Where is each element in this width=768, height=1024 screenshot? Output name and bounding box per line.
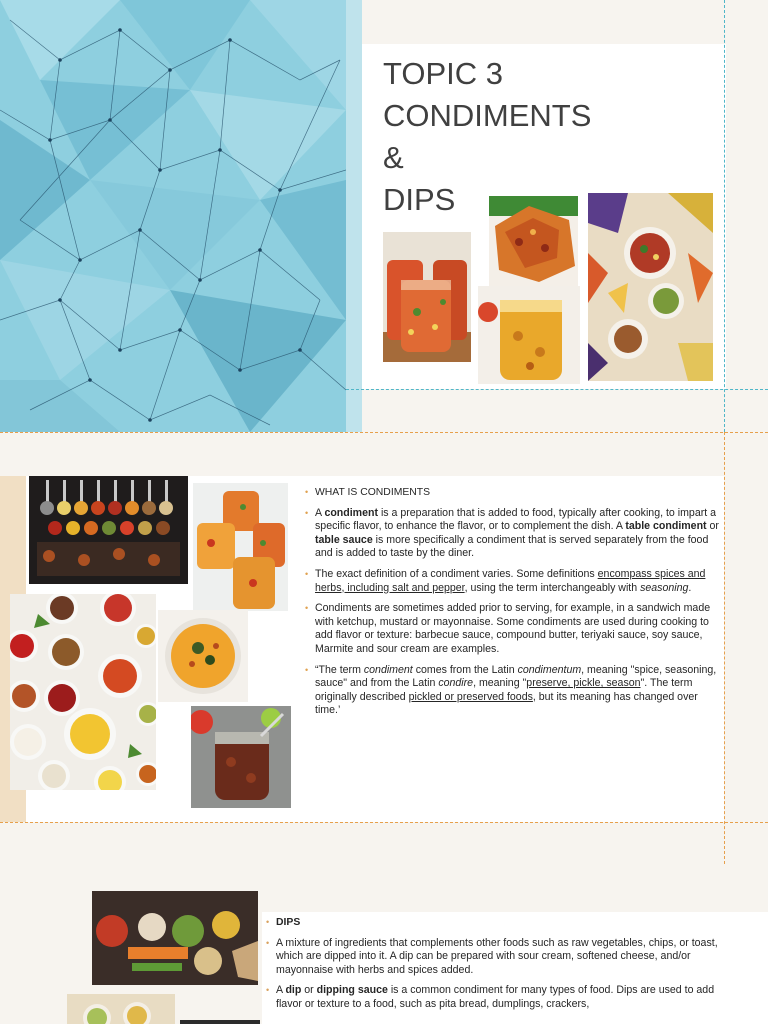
- link-spices-herbs[interactable]: encompass spices and herbs, including salt and pepper: [315, 567, 706, 594]
- bullet-definition-varies: [305, 568, 725, 595]
- text-run: is a common condiment for many types of food. Dips are used to add flavor or texture to a food, such as pita bread, dumplings, crackers,: [276, 984, 715, 1010]
- mango-chutney-photo: [478, 286, 580, 384]
- chips-photo: [489, 196, 578, 286]
- term-condiment-italic: condiment: [363, 663, 413, 676]
- text-run: ". The term originally described: [315, 677, 693, 703]
- condiments-text: [305, 486, 725, 725]
- dip-platter-photo: [588, 193, 713, 381]
- accent-strip: [346, 0, 362, 432]
- title-line-1: TOPIC 3: [383, 56, 504, 91]
- bullet-dip-definition: [266, 937, 720, 978]
- term-condiment: condiment: [324, 506, 378, 519]
- text-run: or: [706, 520, 719, 533]
- title-line-3: &: [383, 140, 404, 175]
- text-run: A mixture of ingredients that complements other foods such as raw vegetables, chips, or toast, which are dipped into it. A dip can be prepared with sour cream, softened cheese, and/or mayonnaise with herbs and spices added.: [276, 936, 718, 976]
- dip-board-photo: [92, 891, 258, 985]
- term-table-sauce: table sauce: [315, 533, 373, 546]
- text-run: is a preparation that is added to food, typically after cooking, to impart a specific flavor, to enhance the flavor, or to complement the dish. A: [315, 506, 717, 533]
- text-run: Condiments are sometimes added prior to serving, for example, in a sandwich made with ketchup, mustard or mayonnaise. Some condiments are used during cooking to add flavor or texture: barbecue sauce, compound butter, teriyaki sauce, soy sauce, Marmite and sour cream are examples.: [315, 602, 711, 655]
- text-run: , but its meaning has changed over time.’: [315, 690, 698, 717]
- spice-spoons-photo: [29, 476, 188, 584]
- guide-line-vertical: [724, 0, 725, 432]
- curry-soup-photo: [158, 610, 248, 702]
- text-run: comes from the Latin: [412, 663, 518, 676]
- term-dipping-sauce: dipping sauce: [316, 984, 388, 997]
- salsa-jars-photo: [383, 232, 471, 362]
- text-run: , using the term interchangeably with: [464, 581, 641, 594]
- guide-line-vertical: [724, 432, 725, 864]
- bullet-heading: [305, 486, 725, 500]
- bullet-heading: [266, 916, 720, 930]
- chutney-jar-photo: [191, 706, 291, 808]
- section-heading: WHAT IS CONDIMENTS: [315, 487, 431, 498]
- dip-photo-edge: [180, 1020, 260, 1024]
- bullet-etymology: [305, 664, 725, 718]
- polygon-network-background: [0, 0, 346, 432]
- section-heading: DIPS: [276, 917, 301, 928]
- salsa-jars-photo-2: [193, 483, 288, 611]
- term-condire: condire: [438, 677, 474, 690]
- text-run: .: [688, 581, 692, 594]
- bullet-definition: [305, 507, 725, 561]
- text-run: or: [301, 984, 317, 997]
- text-run: “The term: [315, 663, 364, 676]
- slide-title: [0, 0, 768, 432]
- bullet-examples: [305, 602, 725, 656]
- text-run: is more specifically a condiment that is served separately from the food and is added to taste by the diner.: [315, 533, 709, 560]
- text-run: The exact definition of a condiment varies. Some definitions: [315, 567, 598, 580]
- term-dip: dip: [285, 984, 302, 997]
- slide-dips: [0, 864, 768, 1024]
- link-pickled-preserved-foods[interactable]: pickled or preserved foods: [408, 690, 533, 703]
- link-preserve-pickle-season[interactable]: preserve, pickle, season: [526, 677, 641, 690]
- text-run: A: [315, 506, 325, 519]
- guide-line-bottom: [0, 822, 768, 823]
- dips-text: [266, 916, 720, 1019]
- dip-bowls-photo: [67, 994, 175, 1024]
- title-line-2: CONDIMENTS: [383, 98, 592, 133]
- bullet-dipping-sauce: [266, 984, 720, 1011]
- guide-line-horizontal: [346, 389, 768, 390]
- term-table-condiment: table condiment: [625, 520, 707, 533]
- text-run: , meaning ": [473, 677, 527, 690]
- slide-what-is-condiments: [0, 432, 768, 864]
- guide-line-top: [0, 432, 768, 433]
- sauce-bowls-photo: [10, 594, 156, 790]
- text-run: A: [276, 984, 286, 997]
- title-line-4: DIPS: [383, 182, 456, 217]
- text-run: , meaning "spice, seasoning, sauce" and from the Latin: [315, 663, 717, 690]
- term-seasoning: seasoning: [640, 581, 689, 594]
- term-condimentum: condimentum: [517, 663, 582, 676]
